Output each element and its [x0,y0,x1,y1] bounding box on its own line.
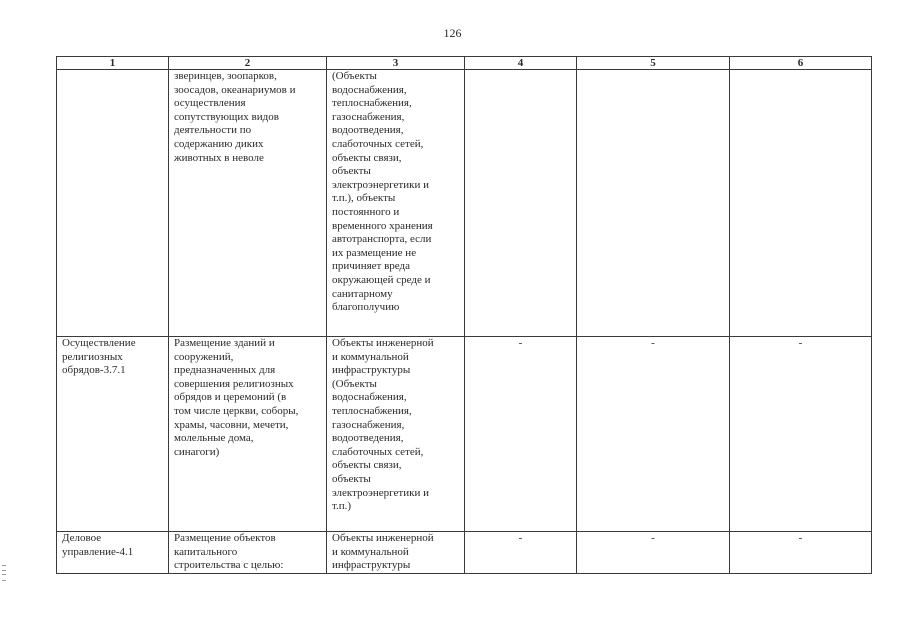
cell-col-4-text: - [518,532,523,544]
cell-col-6-text: - [798,532,803,544]
cell-col-5 [577,532,730,574]
cell-description-text: Размещение зданий и сооружений, предназначенных для совершения религиозных обрядов и церемоний (в том числе церкви, соборы, храмы, часовни, мечети, молельные дома, синагоги) [174,337,299,458]
cell-col-5 [577,70,730,337]
cell-col-4 [465,532,577,574]
cell-col-6 [730,337,872,532]
cell-col-6 [730,532,872,574]
cell-auxiliary-uses [327,337,465,532]
header-col-3: 3 [327,57,465,70]
cell-use-type [57,532,169,574]
cell-description-text: зверинцев, зоопарков, зоосадов, океанариумов и осуществления сопутствующих видов деятельности по содержанию диких животных в неволе [174,70,296,164]
cell-col-5 [577,337,730,532]
permitted-use-table [56,56,872,574]
header-col-4: 4 [465,57,577,70]
header-col-6: 6 [730,57,872,70]
header-col-1: 1 [57,57,169,70]
cell-auxiliary-uses [327,532,465,574]
cell-description [169,337,327,532]
page-number: 126 [443,26,462,40]
cell-auxiliary-uses-text: Объекты инженерной и коммунальной инфраструктуры (Объекты водоснабжения, теплоснабжения, газоснабжения, водоотведения, слаботочных сетей, объекты связи, объекты электроэнергетики и т.п.) [332,337,434,513]
cell-auxiliary-uses [327,70,465,337]
cell-col-6-text: - [798,337,803,349]
cell-col-4 [465,70,577,337]
cell-col-5-text: - [651,337,655,349]
table-row [57,70,872,337]
cell-col-5-text: - [651,532,655,544]
cell-description [169,532,327,574]
cell-use-type [57,70,169,337]
cell-col-6 [730,70,872,337]
cell-use-type-text: Осуществление религиозных обрядов-3.7.1 [62,337,136,377]
cell-description [169,70,327,337]
header-col-5: 5 [577,57,730,70]
scan-edge-mark [2,565,6,581]
cell-use-type-text: Деловое управление-4.1 [62,532,134,558]
header-col-2: 2 [169,57,327,70]
cell-description-text: Размещение объектов капитального строительства с целью: [174,532,284,572]
table-row [57,337,872,532]
cell-use-type [57,337,169,532]
table-header-row [57,57,872,70]
cell-col-4-text: - [518,337,523,349]
table-row [57,532,872,574]
cell-col-4 [465,337,577,532]
cell-auxiliary-uses-text: (Объекты водоснабжения, теплоснабжения, газоснабжения, водоотведения, слаботочных сетей, объекты связи, объекты электроэнергетики и т.п.), объекты постоянного и временного хранения автотранспорта, если их размещение не причиняет вреда окружающей среде и санитарному благополучию [332,70,433,314]
cell-auxiliary-uses-text: Объекты инженерной и коммунальной инфраструктуры [332,532,434,572]
